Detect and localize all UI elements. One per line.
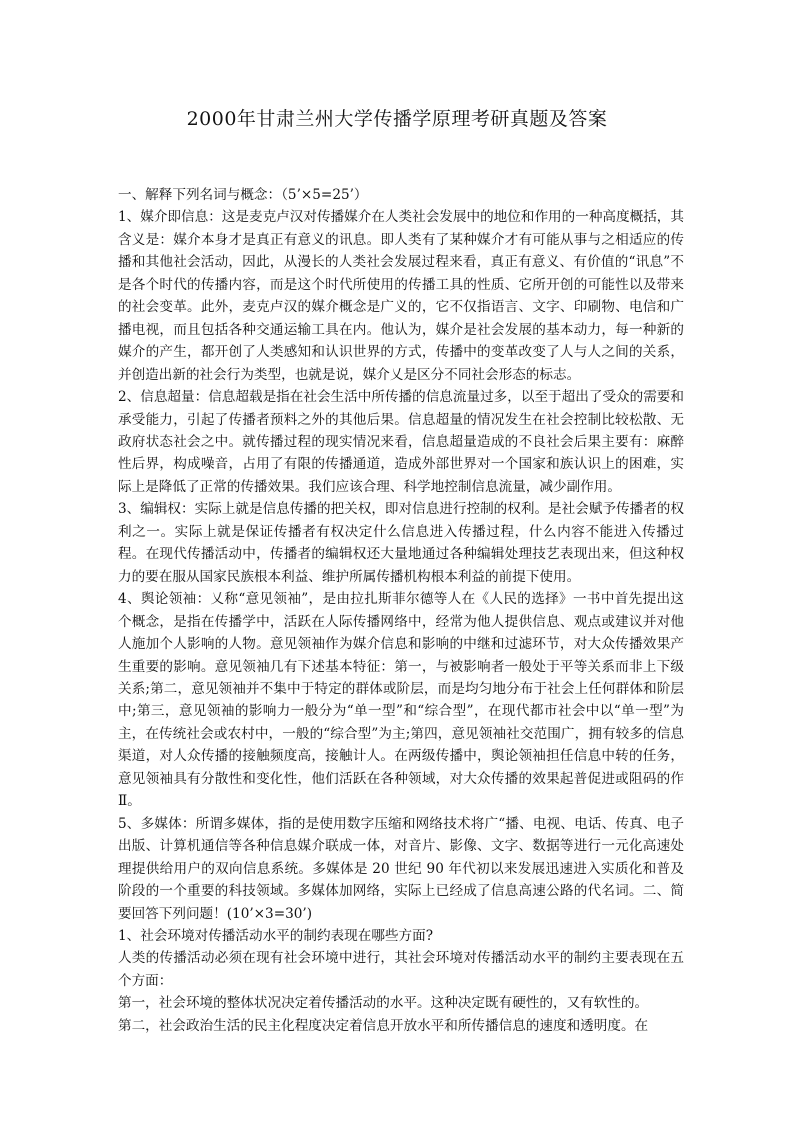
paragraph-term-3: 3、编辑权：实际上就是信息传播的把关权，即对信息进行控制的权利。是社会赋予传播者的权利之一。实际上就是保证传播者有权决定什么信息进入传播过程，什么内容不能进入传播过程。在现代传播活动中，传播者的编辑权还大量地通过各种编辑处理技艺表现出来，但这种权力的要在服从国家民族根本利益、维护所属传播机构根本利益的前提下使用。: [118, 501, 684, 585]
paragraph-term-1: 1、媒介即信息：这是麦克卢汉对传播媒介在人类社会发展中的地位和作用的一种高度概括，其含义是：媒介本身才是真正有意义的讯息。即人类有了某种媒介才有可能从事与之相适应的传播和其他社会活动，因此，从漫长的人类社会发展过程来看，真正有意义、有价值的“讯息”不是各个时代的传播内容，而是这个时代所使用的传播工具的性质、它所开创的可能性以及带来的社会变革。此外，麦克卢汉的媒介概念是广义的，它不仅指语言、文字、印刷物、电信和广播电视，而且包括各种交通运输工具在内。他认为，媒介是社会发展的基本动力，每一种新的媒介的产生，都开创了人类感知和认识世界的方式，传播中的变革改变了人与人之间的关系，并创造出新的社会行为类型，也就是说，媒介乂是区分不同社会形态的标志。: [118, 209, 684, 383]
paragraph-term-4: 4、舆论领袖：乂称“意见领袖”，是由拉扎斯菲尔德等人在《人民的选择》一书中首先提出这个概念，是指在传播学中，活跃在人际传播网络中，经常为他人提供信息、观点或建议并对他人施加个人影响的人物。意见领袖作为媒介信息和影响的中继和过滤环节，对大众传播效果产生重要的影响。意见领袖几有下述基本特征：第一，与被影响者一般处于平等关系而非上下级关系;第二，意见领袖并不集中于特定的群体或阶层，而是均匀地分布于社会上任何群体和阶层中;第三，意见领袖的影响力一般分为“单一型”和“综合型”，在现代都市社会中以“单一型”为主，在传统社会或农村中，一般的“综合型”为主;第四，意见领袖社交范围广，拥有较多的信息渠道，对人众传播的接触频度高，接触计人。在两级传播中，舆论领袖担任信息中转的任务，意见领袖具有分散性和变化性，他们活跃在各种领域，对大众传播的效果起普促进或阻码的作Ⅱ。: [118, 591, 684, 810]
page-title: 2000年甘肃兰州大学传播学原理考研真题及答案: [186, 108, 608, 130]
paragraph-term-5: 5、多媒体：所谓多媒体，指的是使用数字压缩和网络技术将广“播、电视、电话、传真、电子出版、计算机通信等各种信息媒介联成一体，对音片、影像、文字、数据等进行一元化高速处理提供给用户的双向信息系统。多媒体是 20 世纪 90 年代初以来发展迅速进入实质化和普及阶段的一个重要的科技领域。多媒体加网络，实际上已经成了信息高速公路的代名词。二、简要回答下列问题！(10’×3=30’): [118, 815, 684, 922]
document-body: [118, 184, 684, 1037]
paragraph-term-2: 2、信息超量：信息超载是指在社会生活中所传播的信息流量过多，以至于超出了受众的需要和承受能力，引起了传播者预料之外的其他后果。信息超量的情况发生在社会控制比较松散、无政府状态社会之中。就传播过程的现实情况来看，信息超量造成的不良社会后果主要有：麻醉性后界，构成噪音，占用了有限的传播通道，造成外部世界对一个国家和族认识上的困难，实际上是降低了正常的传播效果。我们应该合理、科学地控制信息流量，减少副作用。: [118, 389, 684, 495]
section-heading-1: 一、解释下列名词与概念：（5’×5=25’）: [118, 187, 368, 203]
question-1: 1、社会环境对传播活动水平的制约表现在哪些方面?: [118, 927, 433, 944]
answer-point-2: 第二，社会政治生活的民主化程度决定着信息开放水平和所传播信息的速度和透明度。在: [118, 1017, 649, 1034]
answer-point-1: 第一，社会环境的整体状况决定着传播活动的水平。这种决定既有硬性的，又有软性的。: [118, 995, 649, 1012]
answer-intro: 人类的传播活动必须在现有社会环境中进行，其社会环境对传播活动水平的制约主要表现在五个方面：: [118, 950, 684, 989]
